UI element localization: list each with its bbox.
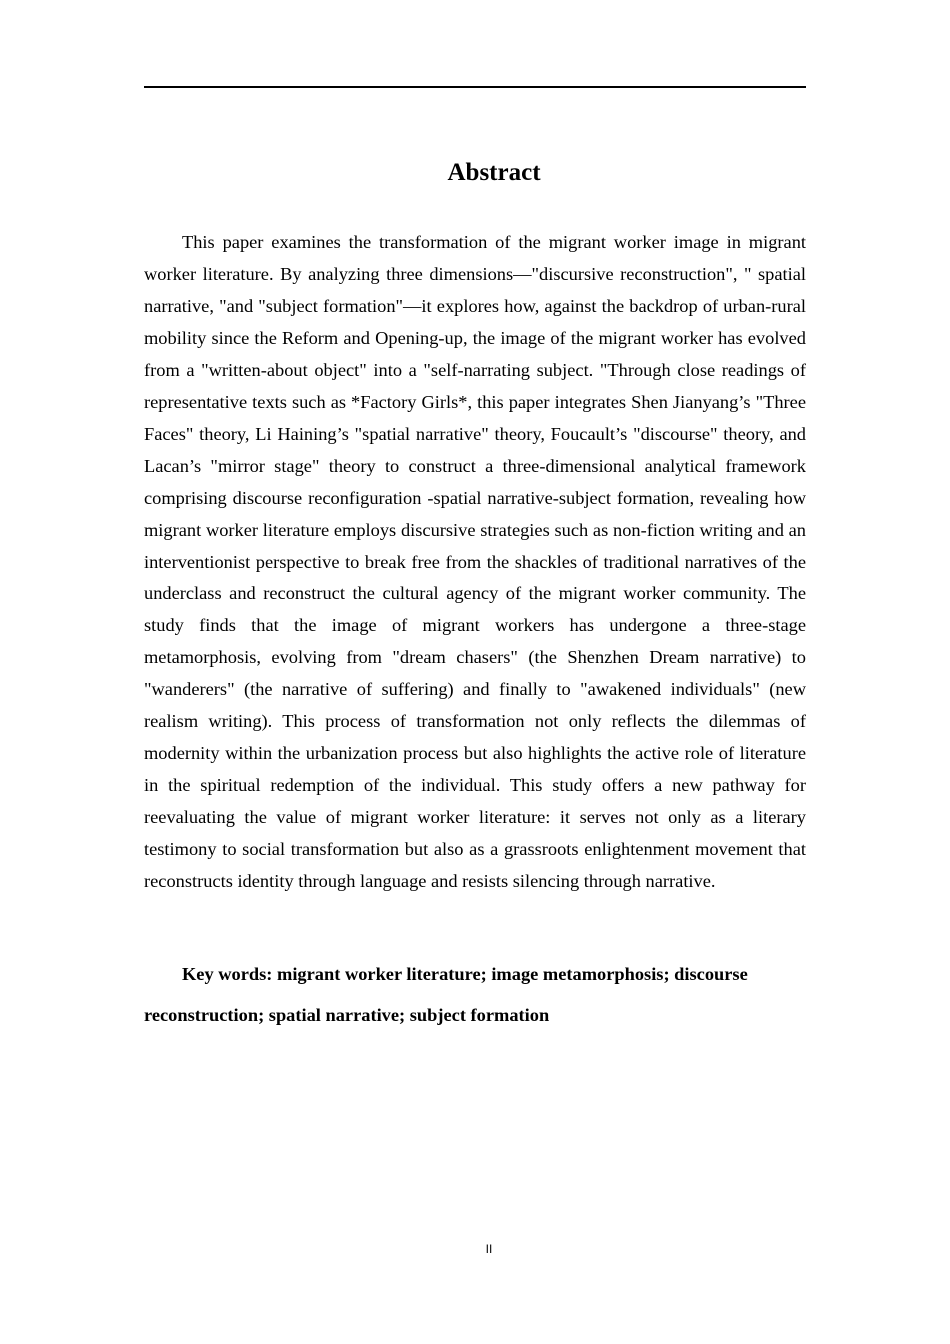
- page-title: Abstract: [447, 159, 541, 186]
- keywords: Key words: migrant worker literature; image metamorphosis; discourse reconstruction; spatial narrative; subject formation: [144, 964, 748, 1025]
- abstract-body: This paper examines the transformation of the migrant worker image in migrant worker literature. By analyzing three dimensions—"discursive reconstruction", " spatial narrative, "and "subject formation"—it explores how, against the backdrop of urban-rural mobility since the Reform and Opening-up, the image of the migrant worker has evolved from a "written-about object" into a "self-narrating subject. "Through close readings of representative texts such as *Factory Girls*, this paper integrates Shen Jianyang’s "Three Faces" theory, Li Haining’s "spatial narrative" theory, Foucault’s "discourse" theory, and Lacan’s "mirror stage" theory to construct a three-dimensional analytical framework comprising discourse reconfiguration -spatial narrative-subject formation, revealing how migrant worker literature employs discursive strategies such as non-fiction writing and an interventionist perspective to break free from the shackles of traditional narratives of the underclass and reconstruct the cultural agency of the migrant worker community. The study finds that the image of migrant workers has undergone a three-stage metamorphosis, evolving from "dream chasers" (the Shenzhen Dream narrative) to "wanderers" (the narrative of suffering) and finally to "awakened individuals" (new realism writing). This process of transformation not only reflects the dilemmas of modernity within the urbanization process but also highlights the active role of literature in the spiritual redemption of the individual. This study offers a new pathway for reevaluating the value of migrant worker literature: it serves not only as a literary testimony to social transformation but also as a grassroots enlightenment movement that reconstructs identity through language and resists silencing through narrative.: [144, 232, 806, 892]
- page-number: II: [485, 1242, 493, 1256]
- header-rule: [144, 86, 806, 88]
